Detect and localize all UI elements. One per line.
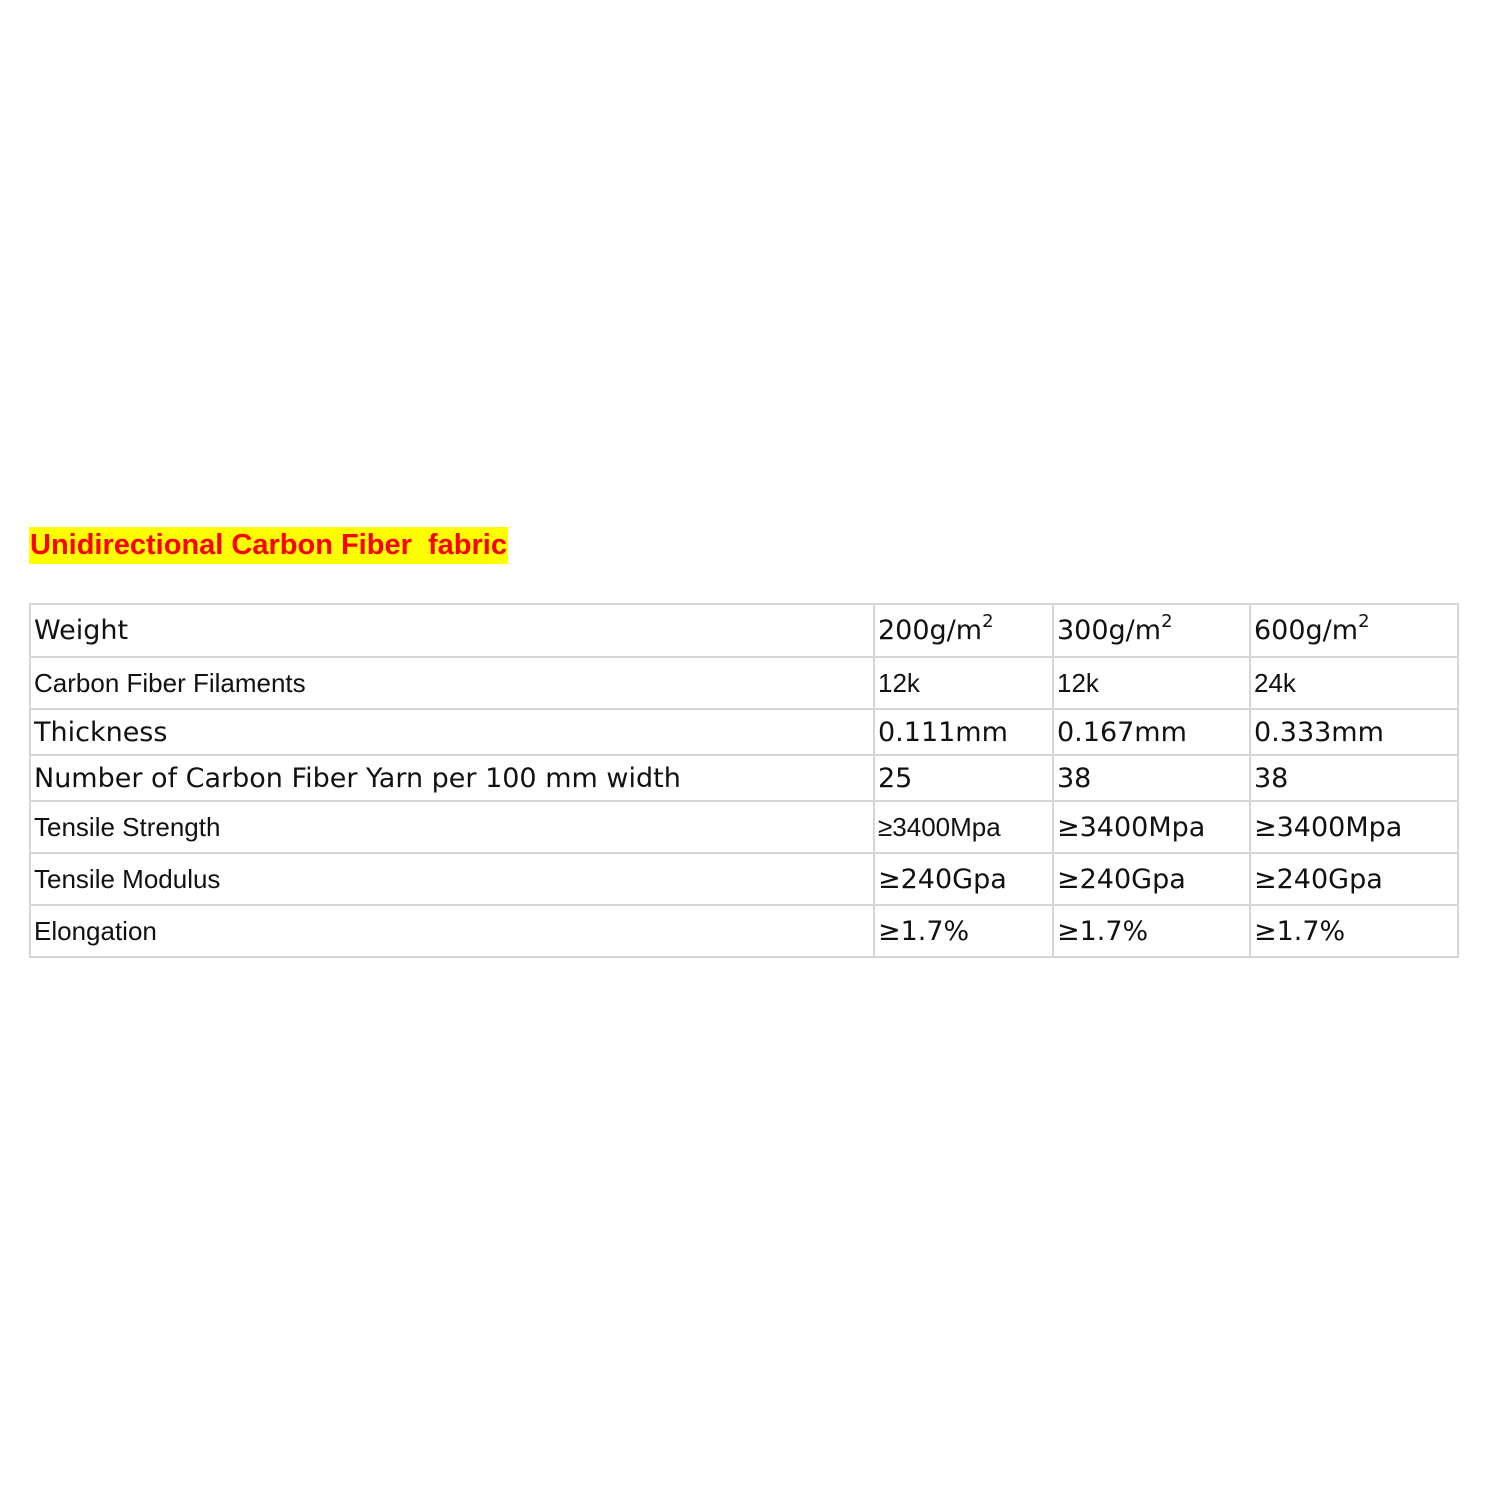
cell-600: ≥1.7% — [1250, 905, 1458, 957]
cell-value: 200g/m — [878, 615, 983, 646]
document-title: Unidirectional Carbon Fiber fabric — [29, 527, 508, 564]
cell-300: ≥3400Mpa — [1053, 801, 1250, 853]
spec-table — [29, 603, 1459, 958]
cell-300: ≥1.7% — [1053, 905, 1250, 957]
row-label: Weight — [30, 604, 874, 657]
table-row-elongation — [30, 905, 1458, 957]
cell-600 — [1250, 604, 1458, 657]
cell-600: 24k — [1250, 657, 1458, 709]
cell-value: 600g/m — [1254, 615, 1359, 646]
table-row-tensile-modulus — [30, 853, 1458, 905]
cell-200 — [874, 604, 1053, 657]
superscript: 2 — [1161, 611, 1173, 632]
cell-200: 12k — [874, 657, 1053, 709]
cell-value: 300g/m — [1057, 615, 1162, 646]
row-label: Elongation — [30, 905, 874, 957]
table-row-tensile-strength — [30, 801, 1458, 853]
cell-200: ≥240Gpa — [874, 853, 1053, 905]
superscript: 2 — [982, 611, 994, 632]
cell-200: 25 — [874, 755, 1053, 801]
table-row-weight — [30, 604, 1458, 657]
cell-200: 0.111mm — [874, 709, 1053, 755]
cell-300 — [1053, 604, 1250, 657]
row-label: Carbon Fiber Filaments — [30, 657, 874, 709]
table-row-filaments — [30, 657, 1458, 709]
cell-600: ≥240Gpa — [1250, 853, 1458, 905]
cell-300: 0.167mm — [1053, 709, 1250, 755]
cell-200: ≥3400Mpa — [874, 801, 1053, 853]
cell-600: 38 — [1250, 755, 1458, 801]
table-row-thickness — [30, 709, 1458, 755]
row-label: Thickness — [30, 709, 874, 755]
row-label: Tensile Strength — [30, 801, 874, 853]
cell-600: ≥3400Mpa — [1250, 801, 1458, 853]
row-label: Tensile Modulus — [30, 853, 874, 905]
cell-300: 12k — [1053, 657, 1250, 709]
cell-300: ≥240Gpa — [1053, 853, 1250, 905]
cell-300: 38 — [1053, 755, 1250, 801]
table-row-yarn-count — [30, 755, 1458, 801]
superscript: 2 — [1358, 611, 1370, 632]
row-label: Number of Carbon Fiber Yarn per 100 mm width — [30, 755, 874, 801]
cell-200: ≥1.7% — [874, 905, 1053, 957]
cell-600: 0.333mm — [1250, 709, 1458, 755]
